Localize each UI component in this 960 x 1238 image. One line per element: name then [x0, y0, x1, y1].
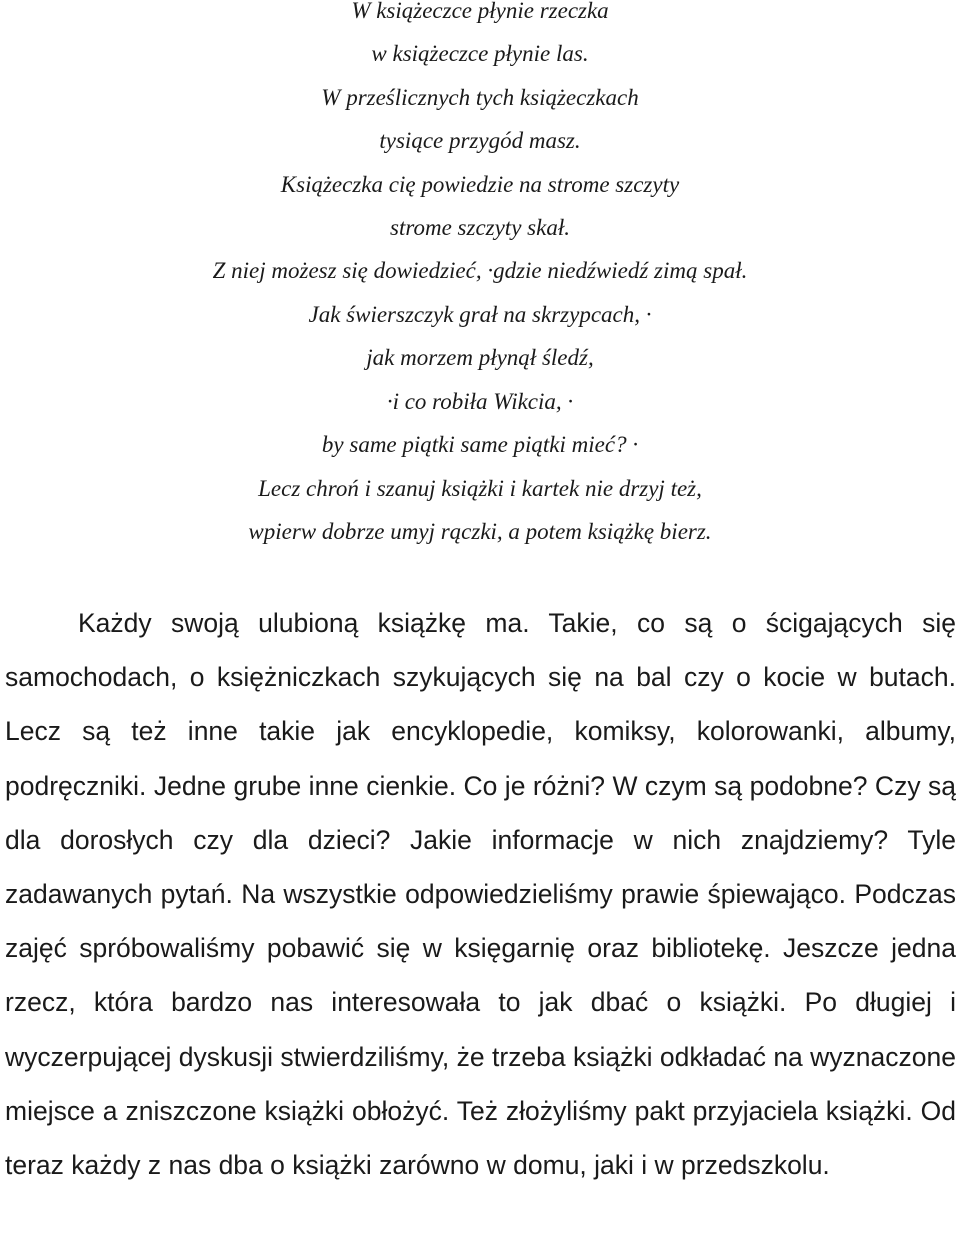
poem-line: wpierw dobrze umyj rączki, a potem książkę bierz. [248, 519, 712, 544]
poem-line: Książeczka cię powiedzie na strome szczyty [280, 172, 680, 197]
poem-line: w książeczce płynie las. [371, 41, 589, 66]
poem-line: W książeczce płynie rzeczka [351, 0, 609, 23]
poem-line: ·i co robiła Wikcia, · [386, 389, 574, 414]
poem-line: Z niej możesz się dowiedzieć, ·gdzie niedźwiedź zimą spał. [212, 258, 748, 283]
poem-line: Lecz chroń i szanuj książki i kartek nie drzyj też, [258, 476, 702, 501]
poem-line: Jak świerszczyk grał na skrzypcach, · [308, 302, 652, 327]
poem-line: tysiące przygód masz. [379, 128, 581, 153]
poem-line: by same piątki same piątki mieć? · [321, 432, 639, 457]
poem-line: strome szczyty skał. [390, 215, 570, 240]
body-paragraph: Każdy swoją ulubioną książkę ma. Takie, co są o ścigających się samochodach, o księżniczkach szykujących się na bal czy o kocie w butach. Lecz są też inne takie jak encyklopedie, komiksy, kolorowanki, albumy, podręczniki. Jedne grube inne cienkie. Co je różni? W czym są podobne? Czy są dla dorosłych czy dla dzieci? Jakie informacje w nich znajdziemy? Tyle zadawanych pytań. Na wszystkie odpowiedzieliśmy prawie śpiewająco. Podczas zajęć spróbowaliśmy pobawić się w księgarnię oraz bibliotekę. Jeszcze jedna rzecz, która bardzo nas interesowała to jak dbać o książki. Po długiej i wyczerpującej dyskusji stwierdziliśmy, że trzeba książki odkładać na wyznaczone miejsce a zniszczone książki obłożyć. Też złożyliśmy pakt przyjaciela książki. Od teraz każdy z nas dba o książki zarówno w domu, jaki i w przedszkolu. [5, 608, 956, 1181]
poem-line: jak morzem płynął śledź, [366, 345, 594, 370]
poem-line: W prześlicznych tych książeczkach [321, 85, 639, 110]
